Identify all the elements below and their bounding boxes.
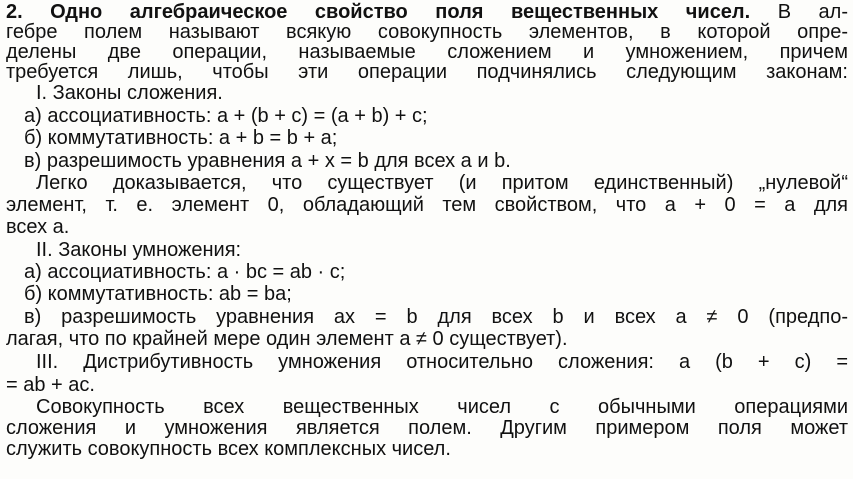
multiplication-solvability-cont: лагая, что по крайней мере один элемент a ≠ 0 существует). — [6, 329, 568, 349]
conclusion-line: Совокупность всех вещественных чисел с обычными операциями — [36, 397, 848, 417]
addition-associativity: а) ассоциативность: a + (b + c) = (a + b) + c; — [24, 106, 428, 126]
addition-laws-heading: I. Законы сложения. — [36, 83, 223, 103]
multiplication-laws-heading: II. Законы умножения: — [36, 240, 242, 260]
conclusion-line: сложения и умножения является полем. Другим примером поля может — [6, 418, 848, 438]
text-line: делены две операции, называемые сложением и умножением, причем — [6, 42, 848, 62]
distributivity-line: = ab + ac. — [6, 375, 95, 395]
paragraph-heading-line: 2. Одно алгебраическое свойство поля вещественных чисел. В ал- — [6, 2, 848, 22]
zero-element-line: элемент, т. е. элемент 0, обладающий тем свойством, что a + 0 = a для — [6, 195, 848, 215]
multiplication-solvability: в) разрешимость уравнения ax = b для всех b и всех a ≠ 0 (предпо- — [24, 307, 848, 327]
multiplication-commutativity: б) коммутативность: ab = ba; — [24, 284, 292, 304]
conclusion-line: служить совокупность всех комплексных чисел. — [6, 439, 451, 459]
zero-element-line: Легко доказывается, что существует (и притом единственный) „нулевой“ — [36, 173, 848, 193]
addition-solvability: в) разрешимость уравнения a + x = b для всех a и b. — [24, 151, 511, 171]
zero-element-line: всех a. — [6, 217, 70, 237]
addition-commutativity: б) коммутативность: a + b = b + a; — [24, 128, 338, 148]
multiplication-associativity: а) ассоциативность: a · bc = ab · c; — [24, 262, 346, 282]
text-line: требуется лишь, чтобы эти операции подчинялись следующим законам: — [6, 62, 848, 82]
section-heading: 2. Одно алгебраическое свойство поля вещественных чисел. — [6, 2, 751, 22]
text-line: гебре полем называют всякую совокупность элементов, в которой опре- — [6, 22, 848, 42]
distributivity-line: III. Дистрибутивность умножения относительно сложения: a (b + c) = — [36, 352, 848, 372]
